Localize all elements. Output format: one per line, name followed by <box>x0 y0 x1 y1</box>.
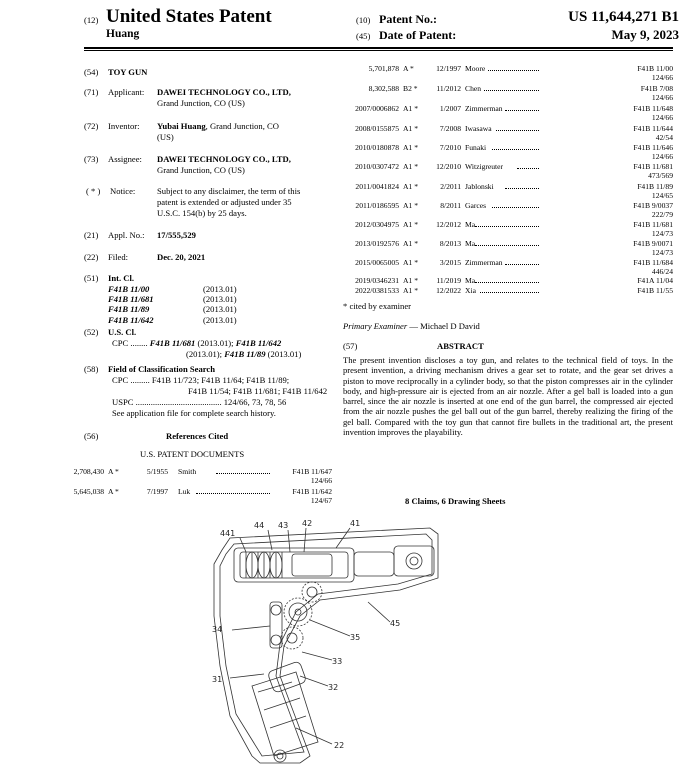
ref-number: 2019/0346231 <box>355 276 399 285</box>
field-cpc-1: F41B 11/723; F41B 11/64; F41B 11/89; <box>151 375 290 385</box>
patent-title-header: United States Patent <box>106 6 272 27</box>
ref-class: F41B 11/647 <box>292 467 332 476</box>
ref-name: Moore <box>465 64 486 73</box>
ref-subclass: 124/66 <box>651 152 673 161</box>
code-52: (52) <box>84 327 99 337</box>
uscl-cpc-line-2 <box>186 349 301 359</box>
ref-subclass: 222/79 <box>651 210 673 219</box>
ref-number: 2012/0304975 <box>355 220 399 229</box>
ref-name: Chen <box>465 84 482 93</box>
ref-leader <box>484 90 539 91</box>
ref-date: 7/2008 <box>439 124 461 133</box>
intcl-version: (2013.01) <box>203 304 237 314</box>
ref-number: 2011/0186595 <box>355 201 399 210</box>
ref-leader <box>488 70 539 71</box>
uscl-class-3: F41B 11/89 <box>224 349 266 359</box>
intcl-label: Int. Cl. <box>108 273 135 283</box>
ref-number: 2007/0006862 <box>355 104 399 113</box>
ref-leader <box>492 149 539 150</box>
intcl-version: (2013.01) <box>203 284 237 294</box>
code-57: (57) <box>343 341 358 351</box>
piston <box>292 554 332 576</box>
ref-name: Garces <box>465 201 487 210</box>
ref-leader <box>492 207 539 208</box>
ref-number: 2008/0155875 <box>355 124 399 133</box>
inventor-country: (US) <box>157 132 174 142</box>
ref-kind: A1 * <box>403 143 418 152</box>
field-uspc-label: USPC <box>112 397 134 407</box>
ref-name: Iwasawa <box>465 124 492 133</box>
code-71: (71) <box>84 87 99 97</box>
code-notice: ( * ) <box>86 186 101 196</box>
ref-name: Ma <box>465 220 476 229</box>
code-21: (21) <box>84 230 99 240</box>
figure-label: 42 <box>302 519 313 528</box>
ref-leader <box>517 168 539 169</box>
ref-date: 7/2010 <box>439 143 461 152</box>
code-56: (56) <box>84 431 99 441</box>
abstract-text: The present invention discloses a toy gun, and relates to the technical field of toys. In the present invention, a driving mechanism drives a gear set to rotate, and the gear set drives a piston to move reciprocally in a cylinder body, so that the piston compresses air in the cylinder body, and high-pressure air is ejected from an air nozzle. After a gel ball is loaded into a gun barrel, since the air nozzle is inserted at one end of the gun barrel, the compressed air ejected from the air nozzle pushes the gel ball out of the gun barrel, thereby realizing the firing of the gel ball. Compared with the toy gun that cannot fire bullets in the traditional art, the present invention improves the playability. <box>343 355 673 438</box>
patent-number: US 11,644,271 B1 <box>568 9 679 25</box>
ref-kind: A1 * <box>403 124 418 133</box>
ref-subclass: 42/54 <box>655 133 673 142</box>
ref-number: 2010/0307472 <box>355 162 399 171</box>
notice-line-1: Subject to any disclaimer, the term of this <box>157 186 301 196</box>
ref-subclass: 124/73 <box>651 248 673 257</box>
ref-number: 2011/0041824 <box>355 182 399 191</box>
patent-date: May 9, 2023 <box>611 27 679 42</box>
inventor-line <box>157 121 279 131</box>
code-45: (45) <box>356 31 371 41</box>
uscl-class-2: F41B 11/642 <box>235 338 282 348</box>
ref-number: 5,701,878 <box>368 64 399 73</box>
ref-subclass: 446/24 <box>651 267 673 276</box>
uscl-label: U.S. Cl. <box>108 327 137 337</box>
ref-kind: A * <box>403 64 414 73</box>
gun-housing <box>214 528 438 763</box>
ref-name: Ma <box>465 239 476 248</box>
examiner-line <box>343 321 480 331</box>
applicant-label: Applicant: <box>108 87 145 97</box>
ref-name: Jablonski <box>465 182 494 191</box>
ref-date: 5/1955 <box>146 467 168 476</box>
ref-class: F41B 11/642 <box>292 487 332 496</box>
ref-subclass: 124/66 <box>651 73 673 82</box>
intcl-version: (2013.01) <box>203 294 237 304</box>
code-12: (12) <box>84 15 99 25</box>
ref-name: Ma <box>465 276 476 285</box>
uscl-version-3: (2013.01) <box>265 349 302 359</box>
figure-label: 45 <box>390 619 401 628</box>
field-cpc-2: F41B 11/54; F41B 11/681; F41B 11/642 <box>188 386 328 396</box>
intcl-class: F41B 11/642 <box>108 315 154 325</box>
ref-leader <box>475 226 539 227</box>
ref-class: F41B 9/0037 <box>633 201 673 210</box>
inventor-label: Inventor: <box>108 121 140 131</box>
figure-label: 35 <box>350 633 361 642</box>
ref-class: F41B 11/646 <box>633 143 673 152</box>
cited-by-examiner: * cited by examiner <box>343 301 412 311</box>
ref-name: Smith <box>178 467 197 476</box>
ref-name: Zimmerman <box>465 104 503 113</box>
ref-subclass: 124/66 <box>310 476 332 485</box>
ref-name: Xia <box>465 286 476 295</box>
field-label: Field of Classification Search <box>108 364 216 374</box>
ref-kind: A * <box>108 487 119 496</box>
ref-date: 12/1997 <box>436 64 461 73</box>
ref-subclass: 124/67 <box>310 496 332 505</box>
ref-class: F41B 11/681 <box>633 162 673 171</box>
ref-kind: A1 * <box>403 258 418 267</box>
figure-label: 41 <box>350 519 361 528</box>
field-uspc-line: USPC ........................................ 124/66, 73, 78, 56 <box>112 397 287 407</box>
ref-class: F41B 11/681 <box>633 220 673 229</box>
uscl-version-2: (2013.01); <box>186 349 225 359</box>
assignee-name: DAWEI TECHNOLOGY CO., LTD, <box>157 154 291 164</box>
refs-subheading: U.S. PATENT DOCUMENTS <box>140 449 245 459</box>
ref-class: F41A 11/04 <box>637 276 673 285</box>
ref-date: 1/2007 <box>439 104 461 113</box>
invention-title: TOY GUN <box>108 67 148 77</box>
applicant-city: Grand Junction, CO (US) <box>157 98 245 108</box>
ref-class: F41B 9/0071 <box>633 239 673 248</box>
ref-class: F41B 11/55 <box>637 286 673 295</box>
ref-subclass: 124/66 <box>651 113 673 122</box>
ref-kind: A1 * <box>403 286 418 295</box>
ref-date: 11/2019 <box>436 276 461 285</box>
ref-date: 7/1997 <box>146 487 168 496</box>
inventor-surname: Huang <box>106 28 140 40</box>
appl-label: Appl. No.: <box>108 230 145 240</box>
ref-leader <box>505 264 539 265</box>
figure-label: 33 <box>332 657 343 666</box>
code-58: (58) <box>84 364 99 374</box>
uscl-class-1: F41B 11/681 <box>149 338 196 348</box>
ref-leader <box>196 493 270 494</box>
applicant-name: DAWEI TECHNOLOGY CO., LTD, <box>157 87 291 97</box>
figure-label: 34 <box>212 625 223 634</box>
ref-name: Zimmerman <box>465 258 503 267</box>
notice-label: Notice: <box>110 186 136 196</box>
code-54: (54) <box>84 67 99 77</box>
figure-label: 441 <box>220 529 236 538</box>
ref-date: 12/2022 <box>436 286 461 295</box>
ref-date: 2/2011 <box>440 182 461 191</box>
ref-leader <box>480 292 539 293</box>
abstract-title: ABSTRACT <box>437 341 484 351</box>
ref-kind: A1 * <box>403 239 418 248</box>
ref-leader <box>505 110 539 111</box>
ref-date: 3/2015 <box>439 258 461 267</box>
appl-number: 17/555,529 <box>157 230 196 240</box>
field-uspc: 124/66, 73, 78, 56 <box>223 397 287 407</box>
ref-date: 12/2010 <box>436 162 461 171</box>
notice-line-3: U.S.C. 154(b) by 25 days. <box>157 208 247 218</box>
refs-label: References Cited <box>166 431 229 441</box>
ref-date: 11/2012 <box>436 84 461 93</box>
ref-class: F41B 11/89 <box>637 182 673 191</box>
ref-number: 2010/0180878 <box>355 143 399 152</box>
patent-no-label: Patent No.: <box>379 12 437 26</box>
ref-class: F41B 7/08 <box>640 84 673 93</box>
filed-date: Dec. 20, 2021 <box>157 252 206 262</box>
intcl-version: (2013.01) <box>203 315 237 325</box>
ref-class: F41B 11/684 <box>633 258 673 267</box>
ref-kind: A1 * <box>403 104 418 113</box>
examiner-label: Primary Examiner <box>343 321 408 331</box>
ref-kind: A * <box>108 467 119 476</box>
inventor-name: Yubai Huang <box>157 121 206 131</box>
ref-leader <box>496 130 539 131</box>
header-rule-thin <box>84 50 673 51</box>
assignee-label: Assignee: <box>108 154 142 164</box>
code-22: (22) <box>84 252 99 262</box>
ref-number: 2013/0192576 <box>355 239 399 248</box>
air-nozzle <box>354 552 394 576</box>
date-label: Date of Patent: <box>379 28 457 42</box>
gun-barrel <box>394 546 434 576</box>
ref-number: 2022/0381533 <box>355 286 399 295</box>
figure-label: 32 <box>328 683 339 692</box>
ref-class: F41B 11/00 <box>637 64 673 73</box>
ref-date: 8/2011 <box>440 201 461 210</box>
ref-subclass: 473/569 <box>648 171 673 180</box>
drive-motor <box>252 661 318 762</box>
ref-kind: A1 * <box>403 276 418 285</box>
gear-set <box>270 582 322 649</box>
ref-kind: A1 * <box>403 162 418 171</box>
field-cpc-label: CPC <box>112 375 129 385</box>
assignee-city: Grand Junction, CO (US) <box>157 165 245 175</box>
ref-number: 2,708,430 <box>73 467 104 476</box>
intcl-class: F41B 11/00 <box>108 284 150 294</box>
ref-subclass: 124/73 <box>651 229 673 238</box>
ref-name: Funaki <box>465 143 487 152</box>
figure-label: 44 <box>254 521 265 530</box>
uscl-cpc-line: CPC ........ F41B 11/681 (2013.01); F41B 11/642 <box>112 338 282 348</box>
figure-label: 43 <box>278 521 289 530</box>
code-72: (72) <box>84 121 99 131</box>
ref-class: F41B 11/644 <box>633 124 673 133</box>
header-rule <box>84 47 673 49</box>
ref-kind: A1 * <box>403 182 418 191</box>
ref-name: Witzigreuter <box>465 162 504 171</box>
ref-name: Luk <box>178 487 191 496</box>
uscl-version-1: (2013.01); <box>195 338 236 348</box>
ref-leader <box>475 245 539 246</box>
figure-label: 22 <box>334 741 345 750</box>
ref-leader <box>216 473 270 474</box>
ref-kind: A1 * <box>403 220 418 229</box>
ref-leader <box>475 282 539 283</box>
field-cpc-line: CPC ......... F41B 11/723; F41B 11/64; F41B 11/89; <box>112 375 290 385</box>
notice-line-2: patent is extended or adjusted under 35 <box>157 197 292 207</box>
ref-number: 5,645,038 <box>73 487 104 496</box>
inventor-city: , Grand Junction, CO <box>205 121 279 131</box>
ref-kind: A1 * <box>403 201 418 210</box>
figure-label: 31 <box>212 675 223 684</box>
intcl-class: F41B 11/89 <box>108 304 150 314</box>
claims-summary: 8 Claims, 6 Drawing Sheets <box>405 496 506 506</box>
uscl-cpc-label: CPC <box>112 338 129 348</box>
ref-date: 12/2012 <box>436 220 461 229</box>
ref-subclass: 124/65 <box>651 191 673 200</box>
ref-date: 8/2013 <box>439 239 461 248</box>
ref-kind: B2 * <box>403 84 418 93</box>
ref-leader <box>505 188 539 189</box>
toy-gun-drawing <box>200 516 450 768</box>
ref-number: 8,302,588 <box>368 84 399 93</box>
intcl-class: F41B 11/681 <box>108 294 154 304</box>
code-51: (51) <box>84 273 99 283</box>
ref-class: F41B 11/648 <box>633 104 673 113</box>
code-10: (10) <box>356 15 371 25</box>
field-note: See application file for complete search history. <box>112 408 276 418</box>
filed-label: Filed: <box>108 252 129 262</box>
piston-spring <box>246 552 282 578</box>
code-73: (73) <box>84 154 99 164</box>
ref-subclass: 124/66 <box>651 93 673 102</box>
ref-number: 2015/0065005 <box>355 258 399 267</box>
examiner-name: — Michael D David <box>407 321 480 331</box>
